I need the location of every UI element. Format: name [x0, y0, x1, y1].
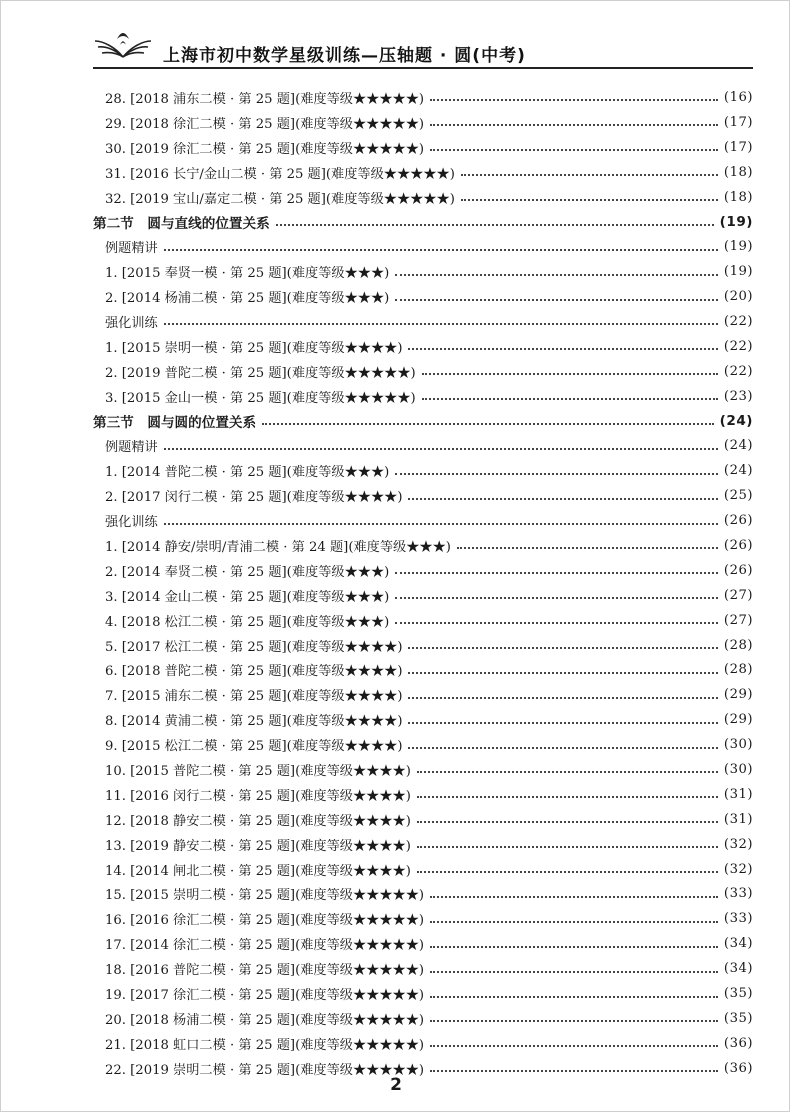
toc-entry-title: 31. [2016 长宁/金山二模 · 第 25 题](难度等级★★★★★) — [105, 166, 455, 182]
toc-entry — [93, 608, 753, 633]
toc-page-ref: (35) — [723, 986, 753, 1001]
toc-entry-title: 3. [2014 金山二模 · 第 25 题](难度等级★★★) — [105, 589, 390, 605]
dot-leader — [408, 722, 717, 724]
dot-leader — [164, 249, 718, 251]
toc-page-ref: (35) — [723, 1010, 753, 1026]
toc-page-ref: (33) — [723, 911, 753, 927]
toc-entry-title: 22. [2019 崇明二模 · 第 25 题](难度等级★★★★★) — [105, 1062, 425, 1078]
dot-leader — [417, 771, 718, 773]
dot-leader — [395, 622, 718, 624]
toc-entry-title: 2. [2014 杨浦二模 · 第 25 题](难度等级★★★) — [105, 291, 390, 307]
dot-leader — [430, 996, 718, 998]
toc-page-ref: (30) — [723, 761, 753, 777]
dot-leader — [164, 323, 718, 325]
toc-entry-title: 2. [2017 闵行二模 · 第 25 题](难度等级★★★★) — [105, 490, 403, 506]
dot-leader — [430, 946, 718, 948]
toc-page-ref: (22) — [723, 338, 753, 354]
toc-page-ref: (22) — [723, 313, 753, 329]
toc-entry-title: 6. [2018 普陀二模 · 第 25 题](难度等级★★★★) — [105, 664, 403, 680]
toc-entry — [93, 832, 753, 857]
dot-leader — [408, 697, 717, 699]
toc-page-ref: (19) — [719, 213, 753, 230]
toc-subheading — [93, 309, 753, 334]
toc-page-ref: (17) — [723, 114, 753, 130]
toc-entry-title: 8. [2014 黄浦二模 · 第 25 题](难度等级★★★★) — [105, 714, 403, 730]
dot-leader — [430, 1020, 718, 1022]
toc-page-ref: (19) — [723, 264, 753, 280]
toc-subheading — [93, 234, 753, 259]
dot-leader — [276, 224, 714, 226]
dot-leader — [262, 423, 714, 425]
dot-leader — [422, 373, 718, 375]
toc-page-ref: (27) — [723, 612, 753, 628]
toc-entry-title: 1. [2014 普陀二模 · 第 25 题](难度等级★★★) — [105, 465, 390, 481]
toc-entry-title: 强化训练 — [105, 515, 158, 531]
toc-entry-title: 10. [2015 普陀二模 · 第 25 题](难度等级★★★★) — [105, 763, 411, 779]
toc-page-ref: (36) — [723, 1035, 753, 1051]
toc-entry-title: 16. [2016 徐汇二模 · 第 25 题](难度等级★★★★★) — [105, 913, 425, 929]
dot-leader — [430, 124, 718, 126]
toc-page-ref: (24) — [723, 463, 753, 479]
toc-entry-title: 例题精讲 — [105, 440, 158, 456]
toc-page-ref: (18) — [723, 164, 753, 180]
page-number: 2 — [390, 1075, 402, 1095]
header-title: 上海市初中数学星级训练—压轴题 · 圆(中考) — [163, 46, 526, 66]
toc-entry — [93, 384, 753, 409]
toc-page-ref: (26) — [723, 562, 753, 578]
dot-leader — [422, 398, 718, 400]
toc-page-ref: (31) — [723, 811, 753, 827]
toc-page-ref: (34) — [723, 961, 753, 977]
toc-entry — [93, 259, 753, 284]
toc-page-ref: (31) — [723, 786, 753, 802]
toc-entry — [93, 931, 753, 956]
dot-leader — [430, 896, 718, 898]
toc-entry-title: 1. [2014 静安/崇明/青浦二模 · 第 24 题](难度等级★★★) — [105, 539, 451, 555]
toc-entry-title: 第三节 圆与圆的位置关系 — [93, 415, 257, 432]
toc-page-ref: (17) — [723, 139, 753, 155]
dot-leader — [408, 647, 717, 649]
toc-entry-title: 3. [2015 金山一模 · 第 25 题](难度等级★★★★★) — [105, 390, 416, 406]
toc-entry-title: 15. [2015 崇明二模 · 第 25 题](难度等级★★★★★) — [105, 888, 425, 904]
toc-entry-title: 19. [2017 徐汇二模 · 第 25 题](难度等级★★★★★) — [105, 988, 425, 1003]
toc-entry-title: 2. [2019 普陀二模 · 第 25 题](难度等级★★★★★) — [105, 365, 416, 381]
toc-entry-title: 28. [2018 浦东二模 · 第 25 题](难度等级★★★★★) — [105, 91, 425, 107]
toc-page-ref: (36) — [723, 1060, 753, 1076]
toc-entry-title: 11. [2016 闵行二模 · 第 25 题](难度等级★★★★) — [105, 788, 411, 804]
toc-entry-title: 9. [2015 松江二模 · 第 25 题](难度等级★★★★) — [105, 739, 403, 755]
toc-page-ref: (25) — [723, 488, 753, 504]
dot-leader — [417, 846, 718, 848]
toc-entry — [93, 707, 753, 732]
toc-entry-title: 20. [2018 杨浦二模 · 第 25 题](难度等级★★★★★) — [105, 1012, 425, 1028]
toc-section — [93, 409, 753, 434]
page-header — [1, 1, 790, 81]
toc-page-ref: (29) — [723, 687, 753, 703]
toc-page-ref: (23) — [723, 388, 753, 404]
dot-leader — [430, 921, 718, 923]
toc-entry — [93, 981, 753, 1006]
toc-page-ref: (26) — [723, 513, 753, 529]
toc-page-ref: (33) — [723, 886, 753, 902]
toc-entry — [93, 682, 753, 707]
toc-page-ref: (16) — [723, 89, 753, 105]
dot-leader — [461, 199, 718, 201]
toc-entry-title: 第二节 圆与直线的位置关系 — [93, 215, 270, 232]
toc-entry — [93, 757, 753, 782]
toc-entry — [93, 657, 753, 682]
toc-entry — [93, 334, 753, 359]
dot-leader — [395, 299, 718, 301]
dot-leader — [430, 149, 718, 151]
toc-entry — [93, 956, 753, 981]
toc-subheading — [93, 433, 753, 458]
toc-entry-title: 21. [2018 虹口二模 · 第 25 题](难度等级★★★★★) — [105, 1037, 425, 1053]
dot-leader — [417, 821, 718, 823]
dot-leader — [395, 597, 718, 599]
toc-entry-title: 1. [2015 奉贤一模 · 第 25 题](难度等级★★★) — [105, 266, 390, 282]
toc-page-ref: (24) — [723, 438, 753, 454]
toc-page-ref: (29) — [723, 712, 753, 728]
dot-leader — [164, 448, 718, 450]
dot-leader — [164, 523, 718, 525]
toc-page-ref: (32) — [723, 836, 753, 852]
toc-page-ref: (22) — [723, 363, 753, 379]
dot-leader — [430, 99, 718, 101]
toc-page-ref: (30) — [723, 737, 753, 753]
header-rule — [93, 67, 753, 69]
toc-entry — [93, 85, 753, 110]
dot-leader — [417, 871, 718, 873]
dot-leader — [408, 348, 717, 350]
toc-page-ref: (28) — [723, 662, 753, 678]
toc-page-ref: (28) — [723, 637, 753, 653]
toc-entry-title: 5. [2017 松江二模 · 第 25 题](难度等级★★★★) — [105, 639, 403, 655]
dot-leader — [395, 572, 718, 574]
toc-entry-title: 1. [2015 崇明一模 · 第 25 题](难度等级★★★★) — [105, 340, 403, 356]
dot-leader — [395, 274, 718, 276]
toc-entry-title: 7. [2015 浦东二模 · 第 25 题](难度等级★★★★) — [105, 689, 403, 705]
toc-page-ref: (20) — [723, 289, 753, 305]
toc-entry — [93, 1006, 753, 1031]
dot-leader — [430, 1045, 718, 1047]
toc-entry — [93, 185, 753, 210]
toc-entry-title: 强化训练 — [105, 315, 158, 331]
toc-entry-title: 17. [2014 徐汇二模 · 第 25 题](难度等级★★★★★) — [105, 938, 425, 954]
toc-page-ref: (18) — [723, 189, 753, 205]
toc-entry — [93, 857, 753, 882]
table-of-contents — [93, 85, 753, 1081]
dot-leader — [395, 473, 718, 475]
toc-entry — [93, 1031, 753, 1056]
dot-leader — [408, 672, 717, 674]
toc-entry-title: 例题精讲 — [105, 241, 158, 257]
toc-entry — [93, 906, 753, 931]
dot-leader — [417, 796, 718, 798]
dot-leader — [461, 174, 718, 176]
toc-page-ref: (24) — [719, 413, 753, 430]
toc-page-ref: (32) — [723, 861, 753, 877]
toc-entry — [93, 633, 753, 658]
toc-entry — [93, 558, 753, 583]
toc-page-ref: (34) — [723, 936, 753, 952]
toc-entry — [93, 284, 753, 309]
toc-entry — [93, 533, 753, 558]
toc-entry — [93, 583, 753, 608]
toc-subheading — [93, 508, 753, 533]
toc-section — [93, 209, 753, 234]
toc-entry-title: 30. [2019 徐汇二模 · 第 25 题](难度等级★★★★★) — [105, 141, 425, 157]
toc-entry-title: 18. [2016 普陀二模 · 第 25 题](难度等级★★★★★) — [105, 963, 425, 979]
toc-entry-title: 12. [2018 静安二模 · 第 25 题](难度等级★★★★) — [105, 813, 411, 829]
toc-page-ref: (26) — [723, 537, 753, 553]
toc-entry — [93, 135, 753, 160]
toc-entry — [93, 483, 753, 508]
toc-entry-title: 32. [2019 宝山/嘉定二模 · 第 25 题](难度等级★★★★★) — [105, 191, 455, 207]
toc-entry-title: 14. [2014 闸北二模 · 第 25 题](难度等级★★★★) — [105, 863, 411, 879]
toc-page-ref: (27) — [723, 587, 753, 603]
toc-entry-title: 4. [2018 松江二模 · 第 25 题](难度等级★★★) — [105, 614, 390, 630]
toc-entry-title: 13. [2019 静安二模 · 第 25 题](难度等级★★★★) — [105, 838, 411, 854]
dot-leader — [430, 971, 718, 973]
toc-entry — [93, 458, 753, 483]
book-logo-icon — [93, 27, 153, 67]
toc-entry — [93, 160, 753, 185]
toc-entry — [93, 110, 753, 135]
dot-leader — [408, 498, 717, 500]
toc-entry-title: 29. [2018 徐汇二模 · 第 25 题](难度等级★★★★★) — [105, 116, 425, 132]
toc-entry — [93, 782, 753, 807]
toc-page-ref: (19) — [723, 239, 753, 255]
toc-entry — [93, 807, 753, 832]
toc-entry — [93, 732, 753, 757]
dot-leader — [408, 747, 717, 749]
dot-leader — [457, 547, 718, 549]
toc-entry — [93, 359, 753, 384]
toc-entry-title: 2. [2014 奉贤二模 · 第 25 题](难度等级★★★) — [105, 564, 390, 580]
dot-leader — [430, 1070, 718, 1072]
toc-entry — [93, 882, 753, 907]
